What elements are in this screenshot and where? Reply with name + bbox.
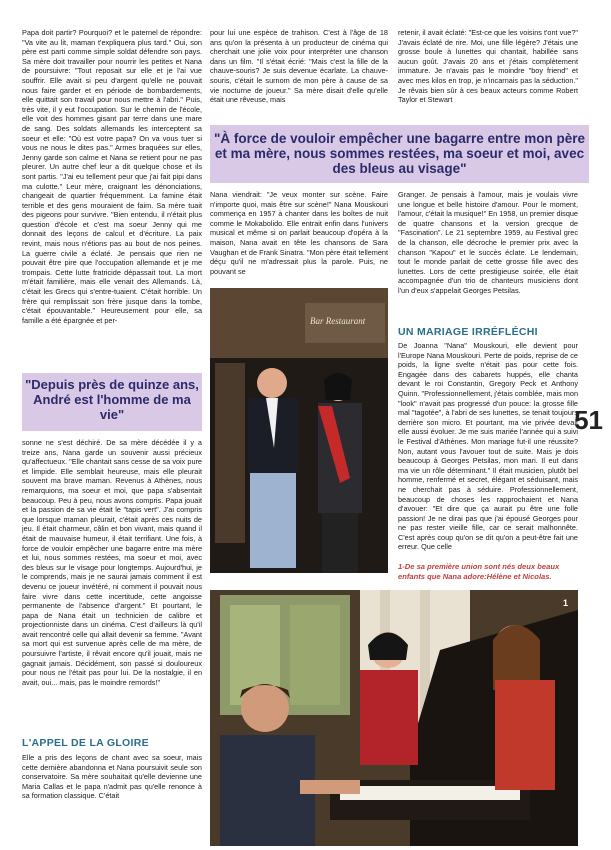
photo-illustration (210, 288, 388, 573)
photo-couple-restaurant (210, 288, 388, 573)
article-text: De Joanna "Nana" Mouskouri, elle devient pour l'Europe Nana Mouskouri. Perte de poids, reprise de ce poids, la ligne svelte n'était pas pour cette fois. Engagée dans des cabarets huppés, elle chanta devant le roi Constantin, Gregory Peck et Anthony Quinn. "Professionnellement, j'étais comblée, mais mon "look" n'avait pas progressé d'un pouce: la grosse fille mal "tagotée", à l'abri de ses lunettes, se tenait toujours derrière son micro. Et pourtant, ma vie privée devait elle aussi évoluer. Je me suis mariée l'année qui a suivi le Festival d'Athènes. Mon mariage fut-il une réussite? Non, autant vous l'avouer tout de suite. Mais je dois beaucoup à Georges Petsilas, mon mari. Il eut dans ma vie un rôle déterminant." Il était musicien, plutôt bel homme, renfermé et secret, élégant et séduisant, mais ne cherchait pas à séduire. Professionnellement, beaucoup de choses les rapprochaient et Nana d'avouer: "Et dire que ça aurait pu être une folle passion! Je ne dirai pas que j'ai épousé Georges pour ne pas rester vieille fille, car ce serait malhonnête. C'est après coup qu'on se dit qu'on a peut-être fait une erreur. Que celle (398, 341, 578, 552)
section-heading: L'APPEL DE LA GLOIRE (22, 737, 149, 749)
article-column-2-top (210, 28, 388, 120)
article-column-3-top (398, 28, 578, 120)
photo-number-badge: 1 (562, 598, 568, 608)
article-column-2-mid (210, 190, 388, 282)
article-column-3-end (398, 341, 578, 556)
photo-family-piano (210, 590, 578, 846)
article-text: retenir, il avait éclaté: "Est-ce que les voisins t'ont vue?" J'avais éclaté de rire. Moi, une fille légère? J'étais une grosse boule à lunettes qui chantait, habillée sans aucun goût. J'avais 20 ans et j'étais complètement immature. Je n'avais pas le moindre "boy friend" et avec mes kilos en trop, je n'incarnais pas la séduction." Je rêvais bien sûr à ces beaux acteurs comme Robert Taylor et Stewart (398, 28, 578, 105)
photo-caption: 1-De sa première union sont nés deux beaux enfants que Nana adore:Hélène et Nicolas. (398, 562, 560, 581)
article-column-1-top (22, 28, 202, 368)
article-text: pour lui une espèce de trahison. C'est à l'âge de 18 ans qu'on la présenta à un producteur de cinéma qui cherchait une jolie voix pour interpréter une chanson dans un film. "Il s'était écrié: "Mais c'est la fille de la chauve-souris? Je suis devenue écarlate. La chauve-souris, c'était le surnom de mon père à cause de sa vie nocturne de joueur." Sa mère disait d'elle qu'elle était une rêveuse, mais (210, 28, 388, 105)
restaurant-sign: Bar Restaurant (310, 316, 366, 326)
article-column-1-bottom (22, 438, 202, 730)
article-text: Papa doit partir? Pourquoi? et le paternel de répondre: "Va vite au lit, maman t'expliquera plus tard." Oui, son père est parti comme simple soldat défendre son pays. Sa mère doit travailler pour nourrir les petites et Nana de poursuivre: "Tout reposait sur elle et je l'ai vue souffrir. Elle avait si peu d'argent qu'elle ne pouvait nous faire garder et en période de bombardements, elle quittait son travail pour nous mettre à l'abri." Puis, très vite, il y eut l'occupation. Sur le chemin de l'école, elle voit des hommes gisant par terre dans une mare de sang. Des soldats allemands les interceptent sa soeur et elle: "Où est votre papa? On va vous tuer si vous ne nous le dites pas." Armes braquées sur elles, Jenny garde son calme et Nana se retient pour ne pas pleurer. Un autre chef leur a dit quelque chose et ils sont partis. "J'ai eu tellement peur que j'ai fait pipi dans ma culotte." Leur mère, craignant les dénonciations, changeait de quartier fréquemment. La famine était terrible et des gens mouraient de faim. Sa mère tuait des pigeons pour survivre. "Bien entendu, il n'était plus question d'école et c'est ma soeur Jenny qui me donnait des leçons de calcul et d'écriture. La paix revint, mais nous n'étions pas au bout de nos peines. La guerre civile a éclaté. Je pensais que rien ne pouvait être pire que l'occupation allemande et je me trompais. Cette lutte fratricide dépassait tout. La mort m'était familière, mais elle venait des Allemands. Là, c'était les Grecs qui s'entre-tuaient. C'était horrible. Un frère qui remplissait son frère jusque dans la tombe, c'était épouvantable." Heureusement pour elle, sa famille a été épargnée et per- (22, 28, 202, 325)
pull-quote: "Depuis près de quinze ans, André est l'homme de ma vie" (22, 373, 202, 431)
article-text: Elle a pris des leçons de chant avec sa soeur, mais cette dernière abandonna et Nana poursuivit seule son conservatoire. Sa mère souhaitait qu'elle devienne une Maria Callas et le papa n'admit pas qu'elle renonce à sa formation classique. C'était (22, 753, 202, 801)
section-heading: UN MARIAGE IRRÉFLÉCHI (398, 326, 538, 338)
photo-illustration (210, 590, 578, 846)
article-text: sonne ne s'est déchiré. De sa mère décédée il y a treize ans, Nana garde un souvenir aussi précieux qu'affectueux. "Elle chantait sans cesse de sa voix pure et limpide. Elle semblait heureuse, mais elle pleurait souvent ma brave maman. Revenus à Athènes, nous remarquions, ma soeur et moi, que papa s'absentait beaucoup. Peu à peu, nous avons compris. Papa jouait et la passion de sa vie était le "tapis vert". J'ai compris que lorsque maman pleurait, c'était après ces nuits de jeu. Il était charmeur, câlin et bon vivant, mais quand il était de mauvaise humeur, il était terrifiant. Une fois, à force de vouloir empêcher une bagarre entre ma mère et lui, nous sommes restées, ma soeur et moi, avec des bleus sur le visage pour longtemps. Aujourd'hui, je le comprends, mais je ne saurai jamais comment il est devenu ce joueur invétéré, ni comment il pouvait nous faire vivre dans cette incertitude, cette angoisse permanente de l'absence d'argent." Et pourtant, le papa de Nana était un technicien de calibre et projectionniste dans un cinéma. C'est d'ailleurs là qu'il avait rencontré celle qui allait devenir sa femme. "Avant sa mort qui est survenue après celle de ma mère, de poursuivre l'artiste, il rêvait encore qu'il jouait, mais ne gagnait jamais. Décidément, son passé si douloureux pour nous ne l'était pas pour lui. De la nostalgie, il en avait, oui... mais, pas le moindre remords!" (22, 438, 202, 687)
article-text: Nana viendrait: "Je veux monter sur scène. Faire n'importe quoi, mais être sur scène!" Nana Mouskouri commença en 1957 à chanter dans les boîtes de nuit comme le Mokabolido. Elle entrait enfin dans l'univers musical et même si on parlait beaucoup d'opéra à la maison, Nana avait en tête les chansons de Sara Vaughan et de Frank Sinatra. "Mon père était tellement déçu qu'il ne m'adressait plus la parole. Puis, ne pouvant se (210, 190, 388, 276)
article-text: Granger. Je pensais à l'amour, mais je voulais vivre une longue et belle histoire d'amour. Pour le moment, l'amour, c'était la musique!" En 1958, un premier disque de quatre chansons et la version grecque de "Fascination". Le 21 septembre 1959, au Festival grec de la chanson, elle décroche le premier prix avec la chanson "Kapou" et le succès éclate. Le lendemain, tout le monde parlait de cette grosse fille avec des lunettes. Lors de cette prestigieuse soirée, elle était accompagnée d'un trio de chanteurs musiciens dont l'un d'eux s'appelait Georges Petsilas. (398, 190, 578, 295)
page-number: 51 (574, 405, 603, 435)
article-column-3-mid (398, 190, 578, 320)
article-column-1-end (22, 753, 202, 803)
pull-quote-main: "À force de vouloir empêcher une bagarre entre mon père et ma mère, nous sommes restées, ma soeur et moi, avec des bleus au visage" (210, 125, 589, 183)
